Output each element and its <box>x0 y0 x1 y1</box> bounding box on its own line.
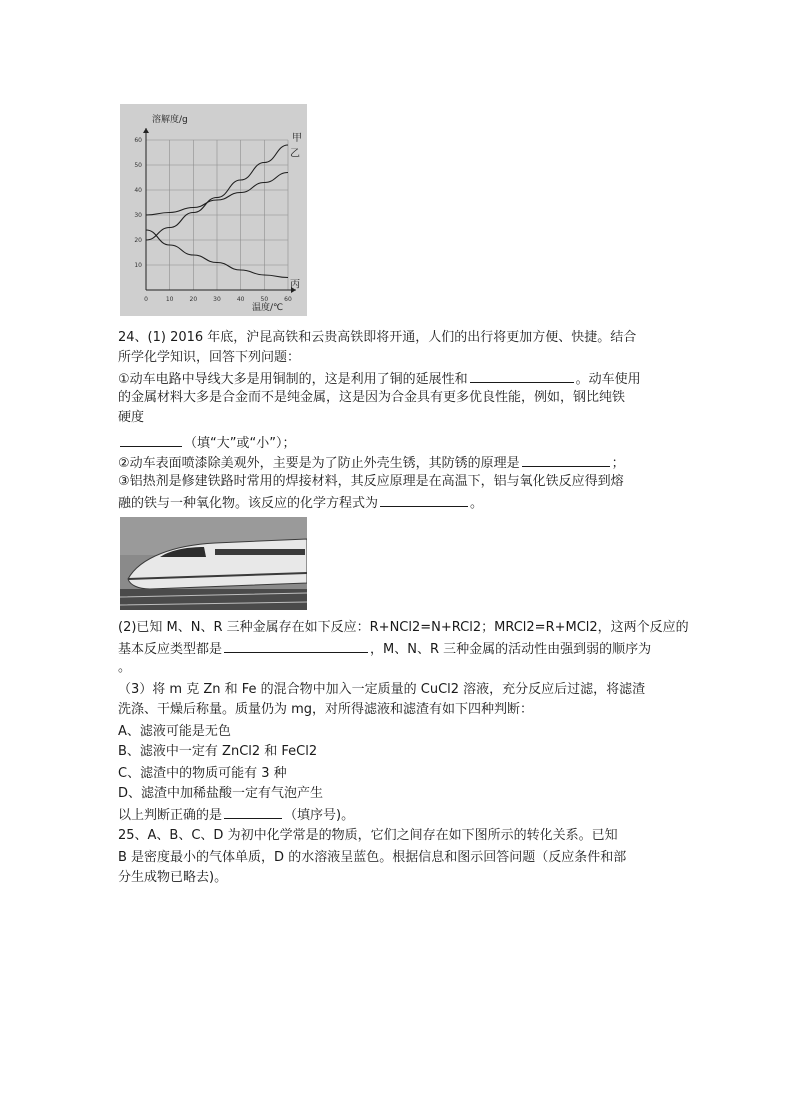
q24-p2-line-1: (2)已知 M、N、R 三种金属存在如下反应：R+NCl2=N+RCl2；MRCl2=R+MCl2，这两个反应的 <box>118 620 689 635</box>
q24-line-5: 硬度 <box>118 410 145 425</box>
q24-p3-line-2: 洗涤、干燥后称量。质量仍为 mg，对所得滤液和滤渣有如下四种判断： <box>118 702 534 717</box>
option-a: A、滤液可能是无色 <box>118 724 231 739</box>
q24-p2-line-2 <box>118 638 651 660</box>
q25-line-3: 分生成物已略去)。 <box>118 870 228 885</box>
q24-line-2: 所学化学知识，回答下列问题： <box>118 350 301 365</box>
q24-l6-text: （填“大”或“小”）； <box>184 436 296 451</box>
q24-line-3 <box>118 368 641 390</box>
q24-p2-line-3: 。 <box>118 660 132 675</box>
x-tick-label: 60 <box>284 296 292 303</box>
q24-l9-text-b: 。 <box>470 496 484 511</box>
x-tick-label: 30 <box>213 296 221 303</box>
x-tick-label: 10 <box>165 296 174 303</box>
q24-p2-l2-text: 基本反应类型都是 <box>118 642 223 657</box>
x-axis-label: 温度/℃ <box>252 303 284 313</box>
option-b: B、滤液中一定有 ZnCl2 和 FeCl2 <box>118 744 318 759</box>
y-tick-label: 60 <box>134 137 142 144</box>
q25-line-2: B 是密度最小的气体单质，D 的水溶液呈蓝色。根据信息和图示回答问题（反应条件和部 <box>118 850 627 865</box>
q24-line-8: ③铝热剂是修建铁路时常用的焊接材料，其反应原理是在高温下，铝与氧化铁反应得到熔 <box>118 474 624 489</box>
train-photo <box>120 517 307 610</box>
y-tick-label: 40 <box>134 187 142 194</box>
q24-p3-ans-text-b: （填序号)。 <box>284 808 355 823</box>
q24-line-4: 的金属材料大多是合金而不是纯金属，这是因为合金具有更多优良性能，例如，钢比纯铁 <box>118 390 626 405</box>
option-c: C、滤渣中的物质可能有 3 种 <box>118 766 287 781</box>
y-axis-arrow <box>143 128 149 133</box>
q24-p3-line-1: （3）将 m 克 Zn 和 Fe 的混合物中加入一定质量的 CuCl2 溶液，充分反应后过滤，将滤渣 <box>118 682 646 697</box>
x-tick-label: 50 <box>260 296 269 303</box>
answer-blank-2[interactable] <box>120 432 182 447</box>
y-tick-label: 50 <box>134 162 142 169</box>
option-d: D、滤渣中加稀盐酸一定有气泡产生 <box>118 786 324 801</box>
answer-blank-3[interactable] <box>522 452 610 467</box>
q24-l7-text-b: ； <box>611 456 625 471</box>
series-label: 甲 <box>292 133 302 144</box>
series-label: 丙 <box>290 279 300 291</box>
answer-blank-6[interactable] <box>224 804 282 819</box>
y-tick-label: 20 <box>134 237 142 244</box>
y-axis-label: 溶解度/g <box>152 115 188 125</box>
q24-l3-text: ①动车电路中导线大多是用铜制的，这是利用了铜的延展性和 <box>118 372 468 387</box>
q24-p2-l2-text-b: ，M、N、R 三种金属的活动性由强到弱的顺序为 <box>370 642 652 657</box>
x-tick-label: 40 <box>236 296 245 303</box>
q24-line-6 <box>118 432 295 454</box>
q24-l9-text: 融的铁与一种氧化物。该反应的化学方程式为 <box>118 496 379 511</box>
answer-blank-1[interactable] <box>470 368 574 383</box>
x-tick-label: 20 <box>189 296 198 303</box>
answer-blank-5[interactable] <box>224 638 368 653</box>
answer-blank-4[interactable] <box>380 492 468 507</box>
q24-l7-text: ②动车表面喷漆除美观外，主要是为了防止外壳生锈，其防锈的原理是 <box>118 456 520 471</box>
q24-p3-ans-text: 以上判断正确的是 <box>118 808 223 823</box>
y-tick-label: 10 <box>134 262 142 269</box>
chart-canvas <box>120 104 307 316</box>
solubility-chart <box>120 104 307 316</box>
y-tick-label: 30 <box>134 212 142 219</box>
q24-line-1: 24、(1) 2016 年底，沪昆高铁和云贵高铁即将开通，人们的出行将更加方便、快捷。结合 <box>118 330 637 345</box>
q24-line-7 <box>118 452 625 474</box>
q24-l3-text-b: 。动车使用 <box>575 372 641 387</box>
train-illustration <box>120 517 307 610</box>
q24-p3-answer <box>118 804 354 826</box>
q25-line-1: 25、A、B、C、D 为初中化学常是的物质，它们之间存在如下图所示的转化关系。已知 <box>118 828 618 843</box>
x-tick-label: 0 <box>144 296 148 303</box>
q24-line-9 <box>118 492 483 514</box>
series-label: 乙 <box>290 148 300 160</box>
